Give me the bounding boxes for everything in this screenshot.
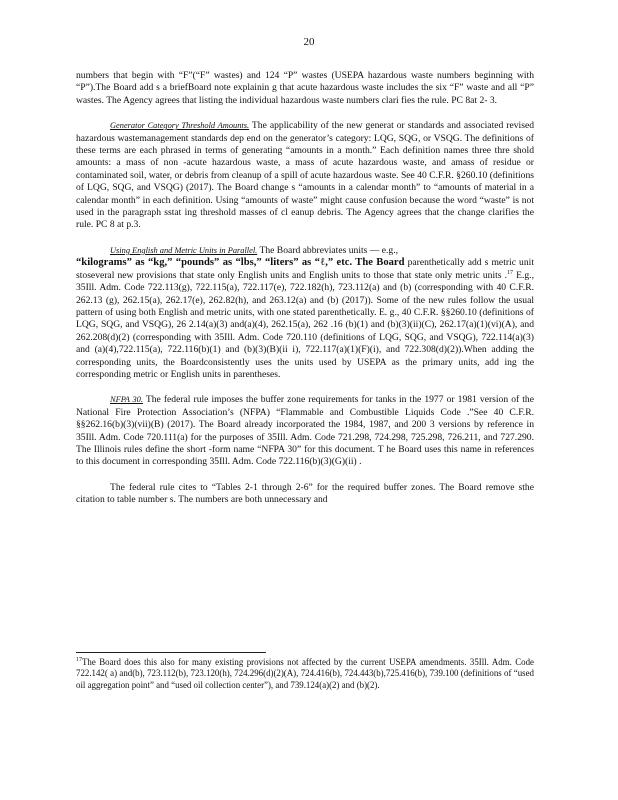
paragraph-4-body: The federal rule imposes the buffer zone requirements for tanks in the 1977 or 1981 version of the National Fire Protection Association’s (NFPA) “Flammable and Combustible Liquids Code .”See 40 C.F.R. §§262.16(b)(3)(vii)(B) (2017). The Board already incorporated the 1984, 1987, and 200 3 versions by reference in 35Ill. Adm. Code 720.111(a) for the purposes of 35Ill. Adm. Code 721.298, 724.298, 725.298, 726.211, and 727.290. The Illinois rules define the short -form name “NFPA 30” for this document. T he Board uses this name in references to this document in corresponding 35Ill. Adm. Code 722.116(b)(3)(G)(ii) . [76, 394, 534, 468]
footnote-divider [76, 652, 266, 653]
heading-generator-category: Generator Category Threshold Amounts. [110, 121, 250, 131]
paragraph-5: The federal rule cites to “Tables 2-1 through 2-6” for the required buffer zones. The Board remove sthe citation to table number s. The numbers are both unnecessary and [76, 481, 534, 506]
heading-nfpa-30: NFPA 30. [110, 395, 143, 405]
paragraph-3-bold: “kilograms” as “kg,” “pounds” as “lbs,” “liters” as “ℓ,” etc. The Board [76, 257, 405, 269]
paragraph-1: numbers that begin with “F”(“F” wastes) and 124 “P” wastes (USEPA hazardous waste numbers beginning with “P”).The Board add s a briefBoard note explainin g that acute hazardous waste includes the six “F” waste and all “P” wastes. The Agency agrees that listing the individual hazardous waste numbers clari fies the rule. PC 8at 2- 3. [76, 70, 534, 106]
paragraph-3-lead: The Board abbreviates units — e.g., [257, 244, 399, 256]
footnote [76, 657, 534, 691]
paragraph-3-rest: parenthetically add s metric unit stoseveral new provisions that state only English units and English units to those that state only metric units . [76, 257, 534, 281]
paragraph-3 [76, 245, 534, 381]
paragraph-3-tail: E.g., 35Ill. Adm. Code 722.113(g), 722.115(a), 722.117(e), 722.182(h), 723.112(a) and (b) (corresponding with 40 C.F.R. 262.13 (g), 262.15(a), 262.17(e), 262.82(h), and 263.12(a) and (b) (2017)). Some of the new rules follow the usual pattern of using both English and metric units, with one stated parenthetically. E. g., 40 C.F.R. §§260.10 (definitions of LQG, SQG, and VSQG), 26 2.14(a)(3) and(a)(4), 262.15(a), 262 .16 (b)(1) and (b)(3)(ii)(C), 262.17(a)(1)(vi)(A), and 262.208(d)(2) (corresponding with 35Ill. Adm. Code 720.110 (definitions of LQG, SQG, and VSQG), 722.114(a)(3) and (a)(4),722.115(a), 722.116(b)(1) and (b)(3)(B)(ii i), 722.117(a)(1)(F)(i), and 722.308(d)(2)).When adding the corresponding units, the Boardconsistently uses the units used by USEPA as the primary units, add ing the corresponding metric or English units in parentheses. [76, 269, 534, 380]
paragraph-2 [76, 120, 534, 232]
footnote-text: The Board does this also for many existing provisions not affected by the current USEPA amendments. 35Ill. Adm. Code 722.142( a) and(b), 723.112(b), 723.120(h), 724.296(d)(2)(A), 724.416(b), 724.443(b),725.416(b), 739.100 (definitions of “used oil aggregation point” and “used oil collection center”), and 739.124(a)(2) and (b)(2). [76, 657, 534, 690]
heading-english-metric-units: Using English and Metric Units in Parallel. [110, 245, 258, 255]
paragraph-4 [76, 394, 534, 468]
footnote-marker: 17 [76, 657, 82, 664]
body-text [76, 70, 534, 520]
footnote-reference[interactable]: 17 [507, 269, 514, 276]
paragraph-2-body: The applicability of the new generat or standards and associated revised hazardous wastemanagement standards dep end on the generator’s category: LQG, SQG, or VSQG. The definitions of these terms are each phrased in terms of generating “amounts in a month.” Each definition names three thre shold amounts: a mass of non -acute hazardous waste, a mass of acute hazardous waste, and amass of residue or contaminated soil, water, or debris from cleanup of a spill of acute hazardous waste. See 40 C.F.R. §260.10 (definitions of LQG, SQG, and VSQG) (2017). The Board change s “amounts in a calendar month” to “amounts of material in a calendar month” in each definition. Using “amounts of waste” might cause confusion because the word “waste” is not used in the paragraph sstat ing threshold masses of cl eanup debris. The Agency agrees that the change clarifies the rule. PC 8 at p.3. [76, 120, 534, 231]
page-number: 20 [303, 36, 315, 48]
